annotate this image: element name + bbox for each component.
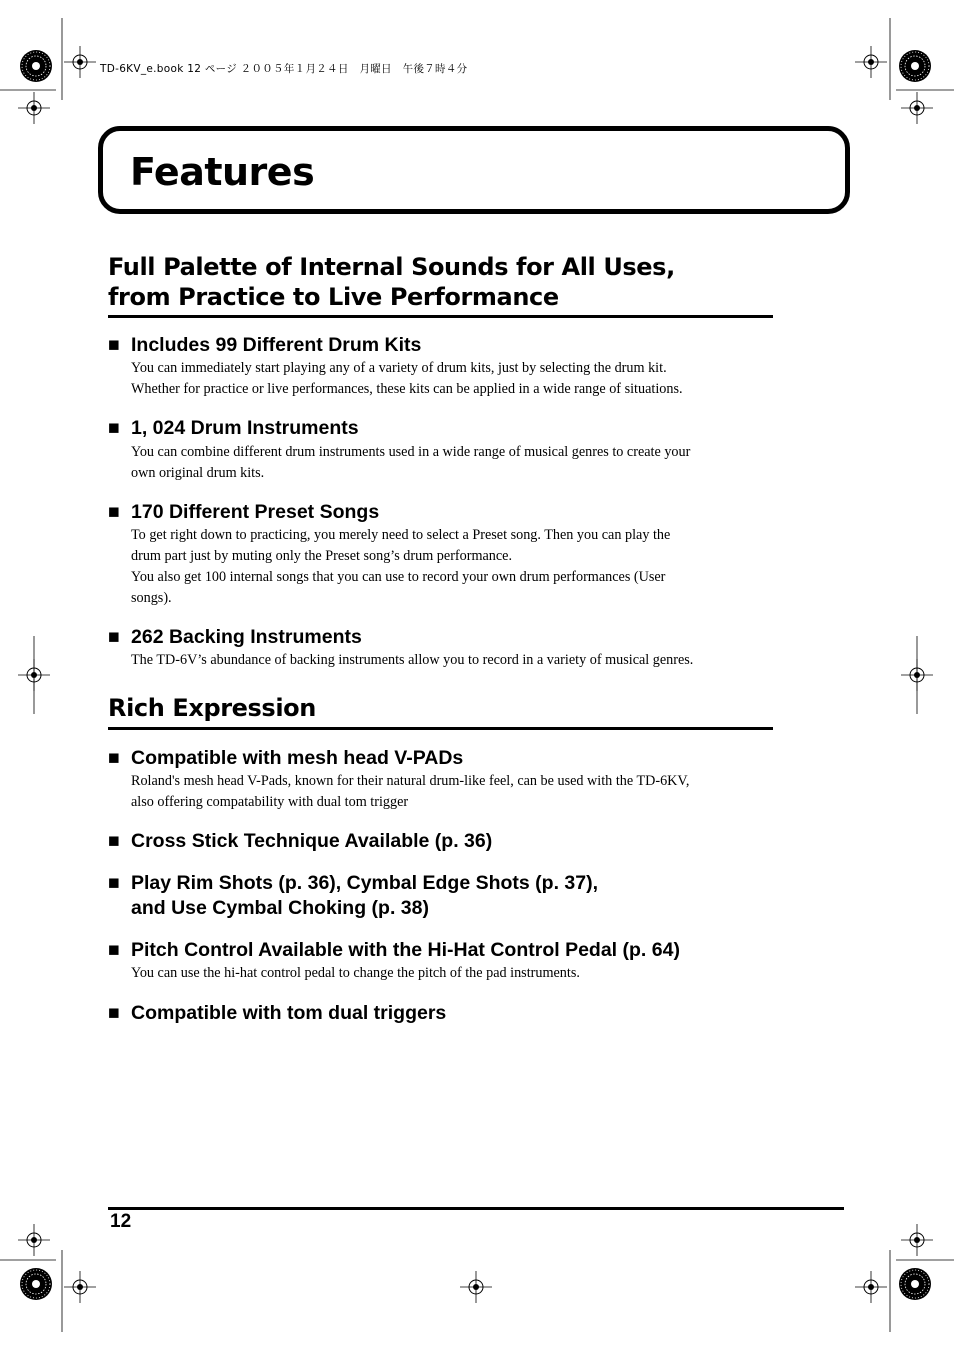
item-title: Includes 99 Different Drum Kits xyxy=(131,334,422,356)
footer-rule xyxy=(108,1207,844,1210)
item-body-backing-instruments xyxy=(131,650,771,671)
bullet-square-icon: ■ xyxy=(108,747,120,769)
section-heading-line: from Practice to Live Performance xyxy=(108,283,559,311)
item-heading-preset-songs xyxy=(108,500,379,525)
item-body-drum-instruments xyxy=(131,442,771,484)
print-header: TD-6KV_e.book 12 ページ ２００５年１月２４日 月曜日 午後７時４分 xyxy=(100,63,468,75)
bullet-square-icon: ■ xyxy=(108,501,120,523)
body-line: drum part just by muting only the Preset song’s drum performance. xyxy=(131,548,513,564)
body-line: You can use the hi-hat control pedal to change the pitch of the pad instruments. xyxy=(131,965,580,981)
body-line: own original drum kits. xyxy=(131,465,265,481)
item-title: 1, 024 Drum Instruments xyxy=(131,417,359,439)
item-heading-drum-instruments xyxy=(108,416,359,441)
item-heading-tom-dual-triggers xyxy=(108,1001,446,1026)
item-title: Cross Stick Technique Available (p. 36) xyxy=(131,830,493,852)
section-heading-sounds xyxy=(108,252,675,312)
section-heading-line: Rich Expression xyxy=(108,694,316,722)
bullet-square-icon: ■ xyxy=(108,417,120,439)
item-title-line: and Use Cymbal Choking (p. 38) xyxy=(131,897,429,919)
page-title: Features xyxy=(130,150,315,194)
body-line: The TD-6V’s abundance of backing instruments allow you to record in a variety of musical genres. xyxy=(131,652,694,668)
item-body-preset-songs xyxy=(131,525,771,609)
section-heading-line: Full Palette of Internal Sounds for All Uses, xyxy=(108,253,675,281)
body-line: To get right down to practicing, you merely need to select a Preset song. Then you can play the xyxy=(131,527,671,543)
bullet-square-icon: ■ xyxy=(108,830,120,852)
section-heading-rich-expression xyxy=(108,693,316,723)
bullet-square-icon: ■ xyxy=(108,939,120,961)
body-line: Whether for practice or live performances, these kits can be applied in a wide range of situations. xyxy=(131,381,683,397)
item-heading-pitch-control xyxy=(108,938,680,963)
section-rule xyxy=(108,727,773,730)
item-body-mesh-head xyxy=(131,771,771,813)
item-title: Compatible with tom dual triggers xyxy=(131,1002,447,1024)
item-heading-cross-stick xyxy=(108,829,492,854)
page-number: 12 xyxy=(110,1211,132,1232)
item-title: 170 Different Preset Songs xyxy=(131,501,380,523)
item-heading-mesh-head xyxy=(108,746,463,771)
bullet-square-icon: ■ xyxy=(108,626,120,648)
item-title: Compatible with mesh head V-PADs xyxy=(131,747,464,769)
body-line: also offering compatability with dual tom trigger xyxy=(131,794,409,810)
body-line: Roland's mesh head V-Pads, known for their natural drum-like feel, can be used with the TD-6KV, xyxy=(131,773,690,789)
bullet-square-icon: ■ xyxy=(108,334,120,356)
bullet-square-icon: ■ xyxy=(108,1002,120,1024)
body-line: You can combine different drum instruments used in a wide range of musical genres to create your xyxy=(131,444,691,460)
body-line: songs). xyxy=(131,590,172,606)
item-body-drum-kits xyxy=(131,358,771,400)
item-heading-backing-instruments xyxy=(108,625,362,650)
item-heading-rim-shots xyxy=(108,871,598,921)
item-title: Pitch Control Available with the Hi-Hat Control Pedal (p. 64) xyxy=(131,939,680,961)
item-body-pitch-control xyxy=(131,963,771,984)
item-heading-drum-kits xyxy=(108,333,421,358)
bullet-square-icon: ■ xyxy=(108,872,120,894)
item-title: 262 Backing Instruments xyxy=(131,626,362,648)
body-line: You can immediately start playing any of a variety of drum kits, just by selecting the drum kit. xyxy=(131,360,667,376)
body-line: You also get 100 internal songs that you can use to record your own drum performances (User xyxy=(131,569,666,585)
item-title-line: Play Rim Shots (p. 36), Cymbal Edge Shots (p. 37), xyxy=(131,872,599,894)
section-rule xyxy=(108,315,773,318)
